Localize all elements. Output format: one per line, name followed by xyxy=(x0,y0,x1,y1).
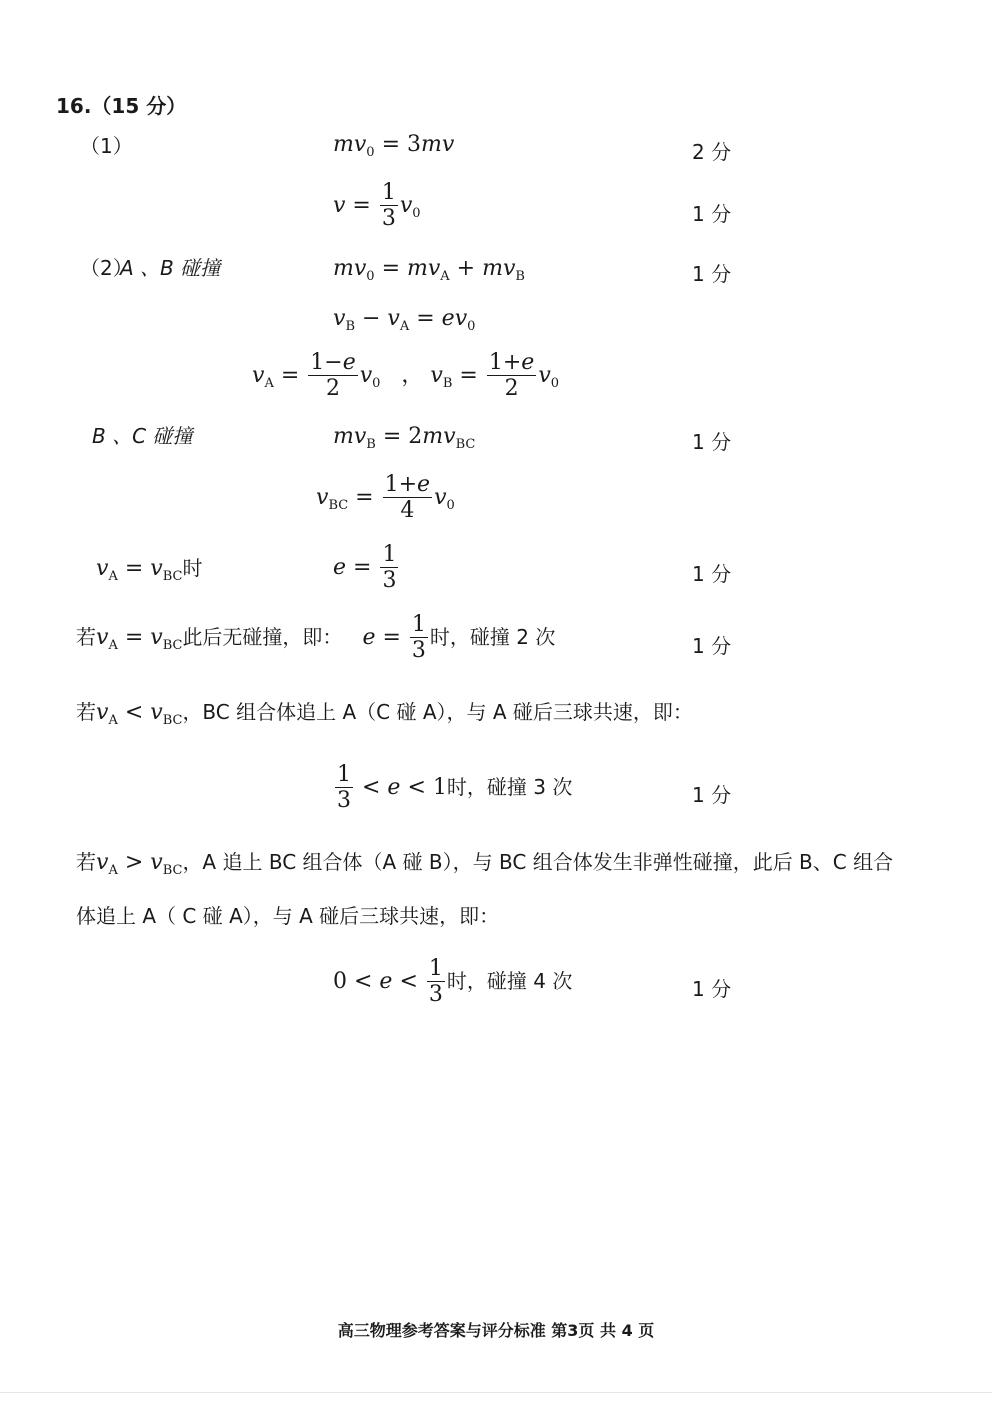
score-5: 1 分 xyxy=(692,562,732,586)
equation-momentum-ab: $mv_0 = mv_A + mv_B$ xyxy=(333,256,525,284)
case-2-prefix: 若 xyxy=(76,700,96,724)
part2-label: （2） xyxy=(80,256,133,280)
case-1-line: 若$v_A = v_{BC}$此后无碰撞，即： e = $\frac{1}{3}$ 时，碰撞 2 次 xyxy=(76,612,556,664)
case-3-result: 时，碰撞 4 次 xyxy=(446,968,573,993)
case-2-text: ，BC 组合体追上 A（C 碰 A），与 A 碰后三球共速，即： xyxy=(182,700,693,724)
case-2-line: 若$v_A < v_{BC}$，BC 组合体追上 A（C 碰 A），与 A 碰后三球共速，即： xyxy=(76,700,693,728)
case-2-result: 时，碰撞 3 次 xyxy=(446,774,573,799)
page-footer: 高三物理参考答案与评分标准 第3页 共 4 页 xyxy=(337,1321,655,1340)
score-1: 2 分 xyxy=(692,140,732,164)
case-3-prefix: 若 xyxy=(76,850,96,874)
case-1-mid: 此后无碰撞，即： xyxy=(182,624,343,649)
equation-momentum-1: $mv_0 = 3mv$ xyxy=(333,132,455,160)
score-2: 1 分 xyxy=(692,202,732,226)
case-3-text: ，A 追上 BC 组合体（A 碰 B），与 BC 组合体发生非弹性碰撞，此后 B、C 组合 xyxy=(182,850,894,874)
bc-collision-label: B 、C 碰撞 xyxy=(92,424,193,448)
equation-vbc: $v_{BC}$ = $\frac{1+e}{4}$ $v_0$ xyxy=(316,472,455,524)
score-6: 1 分 xyxy=(692,634,732,658)
ab-collision-label: A 、B 碰撞 xyxy=(120,256,221,280)
score-8: 1 分 xyxy=(692,977,732,1001)
question-header: 16.（15 分） xyxy=(56,94,187,118)
equation-v: v = $\frac{1}{3}$ $v_0$ xyxy=(333,180,421,232)
condition-equal-suffix: 时 xyxy=(182,556,203,580)
score-4: 1 分 xyxy=(692,430,732,454)
case-3-result-line: 0 < e < $\frac{1}{3}$ 时，碰撞 4 次 xyxy=(333,956,573,1008)
equation-momentum-bc: $mv_B = 2mv_{BC}$ xyxy=(333,424,476,452)
condition-equal: $v_A = v_{BC}$时 xyxy=(96,556,203,584)
score-7: 1 分 xyxy=(692,783,732,807)
case-3-line: 若$v_A > v_{BC}$，A 追上 BC 组合体（A 碰 B），与 BC 组合体发生非弹性碰撞，此后 B、C 组合 xyxy=(76,850,894,878)
case-1-suffix: 时，碰撞 2 次 xyxy=(429,624,556,649)
case-3-line-2: 体追上 A（ C 碰 A），与 A 碰后三球共速，即： xyxy=(76,904,500,928)
equation-va-vb: $v_A$ = $\frac{1-e}{2}$ $v_0$ ， $v_B$ = $\frac{1+e}{2}$ $v_0$ xyxy=(252,350,560,402)
bottom-rule xyxy=(0,1392,992,1393)
score-3: 1 分 xyxy=(692,262,732,286)
equation-e-one-third: e = $\frac{1}{3}$ xyxy=(333,542,397,594)
case-2-result-line: $\frac{1}{3}$ < e < 1时，碰撞 3 次 xyxy=(337,762,573,814)
part1-label: （1） xyxy=(80,134,133,158)
equation-restitution: $v_B - v_A = ev_0$ xyxy=(333,306,476,334)
case-1-prefix: 若 xyxy=(76,624,96,649)
